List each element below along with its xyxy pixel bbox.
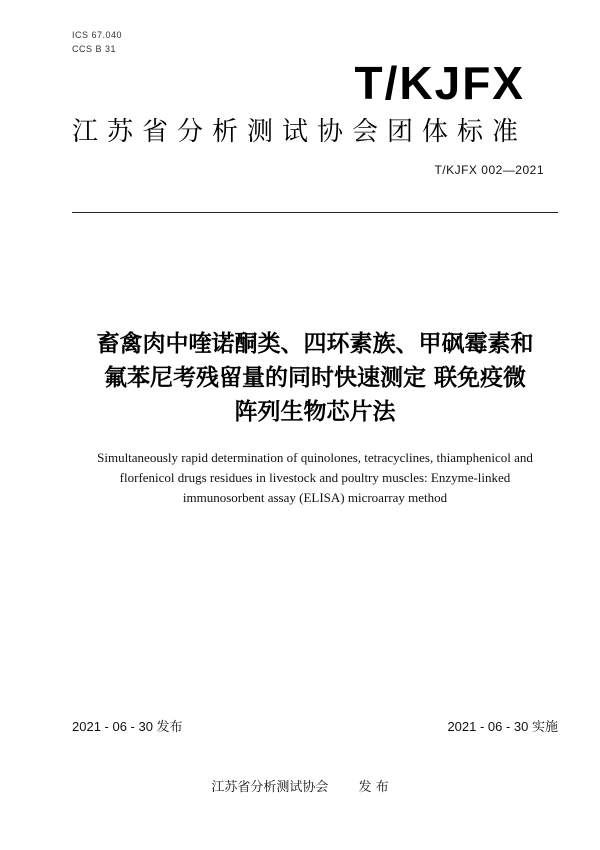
english-title-line-3: immunosorbent assay (ELISA) microarray method [182, 490, 448, 505]
english-title [62, 448, 568, 508]
chinese-title [60, 327, 570, 429]
issuer-action: 发 布 [358, 780, 389, 795]
english-title-line-2: florfenicol drugs residues in livestock and poultry muscles: Enzyme-linked [119, 470, 511, 485]
issuer-line [0, 776, 600, 795]
standard-brand-code: T/KJFX [354, 57, 525, 109]
organization-title: 江苏省分析测试协会团体标准 [72, 117, 528, 147]
classification-codes [72, 28, 122, 56]
chinese-title-line-3: 阵列生物芯片法 [234, 399, 396, 425]
chinese-title-line-2: 氟苯尼考残留量的同时快速测定 联免疫微 [103, 365, 526, 391]
ccs-code: CCS B 31 [72, 44, 117, 54]
chinese-title-line-1: 畜禽肉中喹诺酮类、四环素族、甲砜霉素和 [96, 331, 534, 357]
publish-date: 2021 - 06 - 30 发布 [72, 719, 183, 734]
english-title-line-1: Simultaneously rapid determination of quinolones, tetracyclines, thiamphenicol and [97, 450, 533, 465]
issuer-name: 江苏省分析测试协会 [211, 780, 329, 795]
standard-number: T/KJFX 002—2021 [434, 163, 544, 177]
header-divider [72, 212, 558, 213]
implement-date: 2021 - 06 - 30 实施 [447, 719, 558, 734]
ics-code: ICS 67.040 [72, 30, 123, 40]
